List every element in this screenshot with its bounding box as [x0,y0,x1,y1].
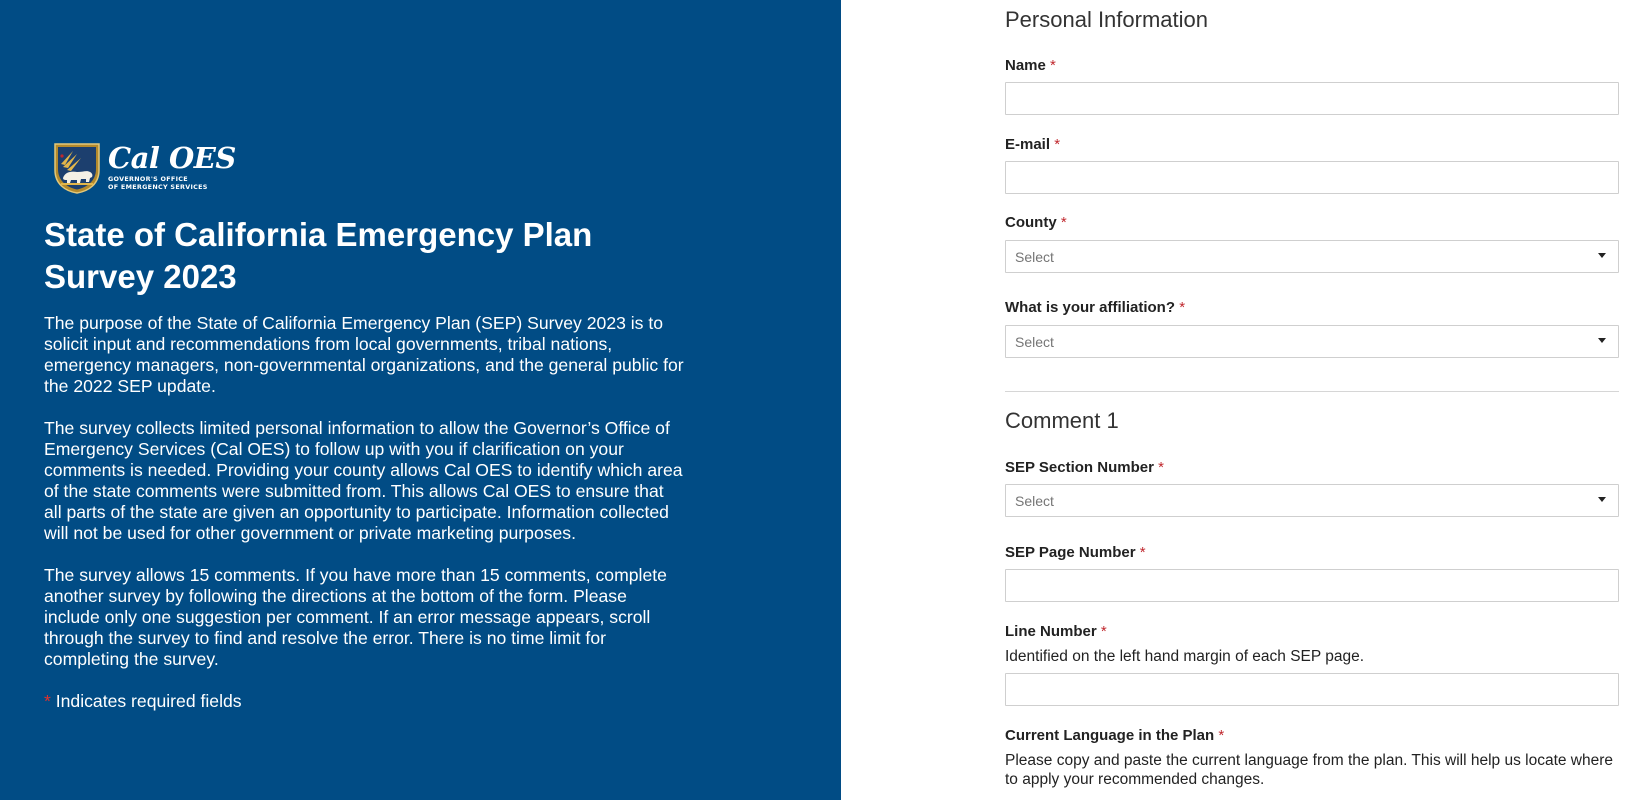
county-select[interactable] [1005,240,1619,273]
required-marker: * [1158,459,1164,476]
county-label [1005,214,1067,231]
line-number-help: Identified on the left hand margin of each SEP page. [1005,648,1365,665]
sep-section-label [1005,459,1164,476]
required-fields-note [44,691,242,712]
email-label-text: E-mail [1005,136,1051,153]
logo-tagline [108,175,208,191]
current-language-label [1005,727,1224,744]
county-label-text: County [1005,214,1057,231]
affiliation-label [1005,299,1185,316]
required-marker: * [1060,214,1067,231]
survey-form [1005,0,1619,800]
required-marker: * [1179,299,1186,316]
required-marker: * [1050,57,1056,74]
email-field[interactable] [1005,161,1619,194]
page-title: State of California Emergency Plan Survey 2023 [44,216,593,295]
section-divider [1005,391,1619,392]
line-number-label [1005,623,1107,640]
comment-1-heading: Comment 1 [1005,408,1119,433]
required-marker: * [1100,623,1107,640]
current-language-label-text: Current Language in the Plan [1005,727,1215,744]
affiliation-select-value: Select [1015,334,1054,350]
sep-section-select[interactable] [1005,484,1619,517]
intro-paragraph-privacy: The survey collects limited personal information to allow the Governor’s Office of Emergency Services (Cal OES) to follow up with you if clarification on your comments is needed. Providing your county allows Cal OES to identify which area of the state comments were submitted from. This allows Cal OES to ensure that all parts of the state are given an opportunity to participate. Information collected will not be used for other government or private marketing purposes. [44,418,683,543]
intro-paragraph-purpose: The purpose of the State of California Emergency Plan (SEP) Survey 2023 is to solicit input and recommendations from local governments, tribal nations, emergency managers, non-governmental organizations, and the general public for the 2022 SEP update. [44,313,684,396]
name-field[interactable] [1005,82,1619,115]
caret-down-icon [1598,497,1606,502]
logo-tagline-line-1: GOVERNOR'S OFFICE [108,175,188,183]
sep-page-label-text: SEP Page Number [1005,544,1136,561]
line-number-field[interactable] [1005,673,1619,706]
logo-tagline-line-2: OF EMERGENCY SERVICES [108,183,208,191]
required-note-text: Indicates required fields [55,691,242,711]
caret-down-icon [1598,338,1606,343]
name-label [1005,57,1056,74]
cal-oes-logo [53,141,236,194]
email-label [1005,136,1060,153]
logo-wordmark: Cal OES [108,141,236,175]
name-label-text: Name [1005,57,1046,74]
current-language-help: Please copy and paste the current language from the plan. This will help us locate where to apply your recommended changes. [1005,752,1614,788]
sep-section-label-text: SEP Section Number [1005,459,1154,476]
sep-page-field[interactable] [1005,569,1619,602]
affiliation-select[interactable] [1005,325,1619,358]
affiliation-label-text: What is your affiliation? [1005,299,1176,316]
intro-paragraph-instructions: The survey allows 15 comments. If you have more than 15 comments, complete another survey by following the directions at the bottom of the form. Please include only one suggestion per comment. If an error message appears, scroll through the survey to find and resolve the error. There is no time limit for completing the survey. [44,565,667,669]
personal-info-heading: Personal Information [1005,7,1208,32]
caret-down-icon [1598,253,1606,258]
line-number-label-text: Line Number [1005,623,1097,640]
required-marker: * [1139,544,1146,561]
county-select-value: Select [1015,249,1054,265]
cal-oes-shield-icon [53,142,101,194]
required-star: * [44,691,51,711]
required-marker: * [1218,727,1225,744]
sep-page-label [1005,544,1146,561]
required-marker: * [1054,136,1061,153]
sep-section-select-value: Select [1015,493,1054,509]
